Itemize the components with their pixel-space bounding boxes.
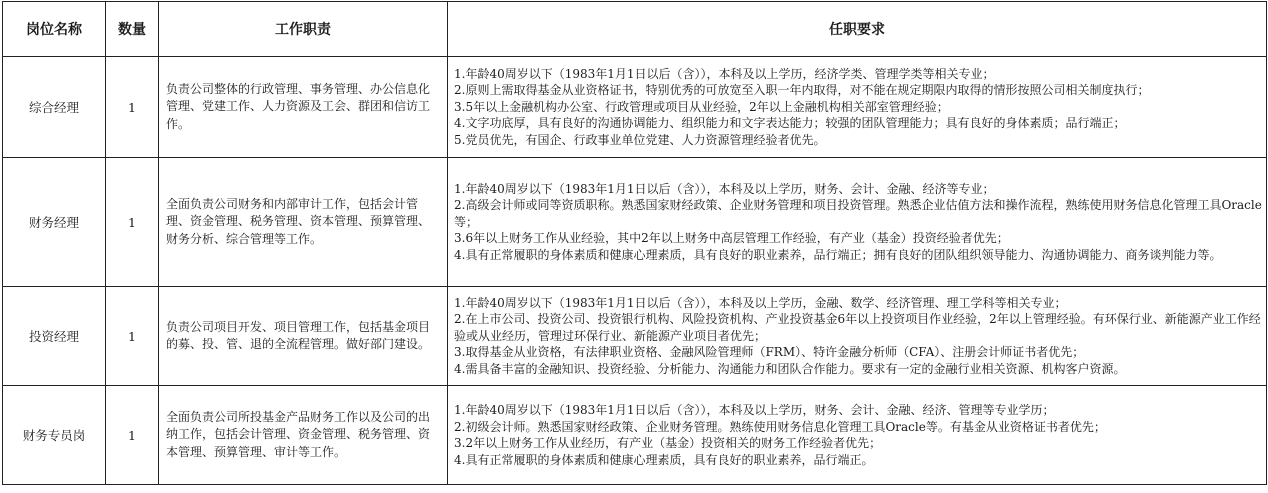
header-position-name: 岗位名称	[3, 2, 106, 57]
header-count: 数量	[106, 2, 159, 57]
header-requirements: 任职要求	[448, 2, 1267, 57]
requirement-item: 1.年龄40周岁以下（1983年1月1日以后（含）），本科及以上学历，财务、会计、金融、经济、管理等专业学历；	[454, 403, 1055, 417]
position-duty: 全面负责公司所投基金产品财务工作以及公司的出纳工作，包括会计管理、资金管理、税务管理、资本管理、预算管理、审计等工作。	[159, 386, 448, 485]
position-requirements	[448, 158, 1267, 287]
header-duty: 工作职责	[159, 2, 448, 57]
requirement-item: 5.党员优先，有国企、行政事业单位党建、人力资源管理经验者优先。	[454, 132, 826, 147]
position-name: 财务经理	[3, 158, 106, 287]
requirement-item: 3.取得基金从业资格，有法律职业资格、金融风险管理师（FRM）、特许金融分析师（CFA）、注册会计师证书者优先；	[454, 345, 1085, 360]
requirement-item: 1.年龄40周岁以下（1983年1月1日以后（含）），本科及以上学历，金融、数学、经济管理、理工学科等相关专业；	[454, 295, 1067, 310]
requirement-item: 2.初级会计师。熟悉国家财经政策、企业财务管理。熟练使用财务信息化管理工具Oracle等。有基金从业资格证书者优先；	[454, 419, 1106, 434]
requirement-item: 1.年龄40周岁以下（1983年1月1日以后（含）），本科及以上学历，经济学类、管理学类等相关专业；	[454, 66, 995, 81]
requirement-item: 3.5年以上金融机构办公室、行政管理或项目从业经验，2年以上金融机构相关部室管理经验；	[454, 99, 949, 114]
position-count: 1	[106, 386, 159, 485]
requirement-item: 2.原则上需取得基金从业资格证书，特别优秀的可放宽至入职一年内取得，对不能在规定期限内取得的情形按照公司相关制度执行；	[454, 83, 1150, 98]
header-row	[3, 2, 1267, 57]
positions-table	[2, 1, 1267, 485]
position-requirements	[448, 287, 1267, 386]
requirement-item: 4.具有正常履职的身体素质和健康心理素质，具有良好的职业素养，品行端正。	[454, 452, 874, 467]
requirement-item: 3.6年以上财务工作从业经验，其中2年以上财务中高层管理工作经验，有产业（基金）投资经验者优先；	[454, 231, 1009, 246]
position-count: 1	[106, 287, 159, 386]
position-duty: 负责公司整体的行政管理、事务管理、办公信息化管理、党建工作、人力资源及工会、群团和信访工作。	[159, 57, 448, 158]
table-row	[3, 158, 1267, 287]
table-row	[3, 386, 1267, 485]
requirement-item: 2.高级会计师或同等资质职称。熟悉国家财经政策、企业财务管理和项目投资管理。熟悉企业估值方法和操作流程，熟练使用财务信息化管理工具Oracle等；	[454, 198, 1262, 229]
requirement-item: 4.需具备丰富的金融知识、投资经验、分析能力、沟通能力和团队合作能力。要求有一定的金融行业相关资源、机构客户资源。	[454, 361, 1126, 376]
position-duty: 负责公司项目开发、项目管理工作，包括基金项目的募、投、管、退的全流程管理。做好部门建设。	[159, 287, 448, 386]
table-row	[3, 57, 1267, 158]
table-row	[3, 287, 1267, 386]
requirement-item: 4.文字功底厚，具有良好的沟通协调能力、组织能力和文字表达能力；较强的团队管理能力；具有良好的身体素质；品行端正；	[454, 116, 1126, 131]
position-name: 财务专员岗	[3, 386, 106, 485]
requirement-item: 2.在上市公司、投资公司、投资银行机构、风险投资机构、产业投资基金6年以上投资项目作业经验，2年以上管理经验。有环保行业、新能源产业工作经验或从业经历，管理过环保行业、新能源产业项目者优先；	[454, 312, 1261, 343]
requirement-item: 1.年龄40周岁以下（1983年1月1日以后（含）），本科及以上学历，财务、会计、金融、经济等专业；	[454, 181, 995, 196]
requirement-item: 3.2年以上财务工作从业经历，有产业（基金）投资相关的财务工作经验者优先；	[454, 436, 882, 450]
position-count: 1	[106, 57, 159, 158]
position-count: 1	[106, 158, 159, 287]
requirement-item: 4.具有正常履职的身体素质和健康心理素质，具有良好的职业素养，品行端正；拥有良好的团队组织领导能力、沟通协调能力、商务谈判能力等。	[454, 247, 1222, 262]
position-requirements	[448, 57, 1267, 158]
position-requirements	[448, 386, 1267, 485]
position-name: 综合经理	[3, 57, 106, 158]
position-duty: 全面负责公司财务和内部审计工作，包括会计管理、资金管理、税务管理、资本管理、预算管理、财务分析、综合管理等工作。	[159, 158, 448, 287]
position-name: 投资经理	[3, 287, 106, 386]
